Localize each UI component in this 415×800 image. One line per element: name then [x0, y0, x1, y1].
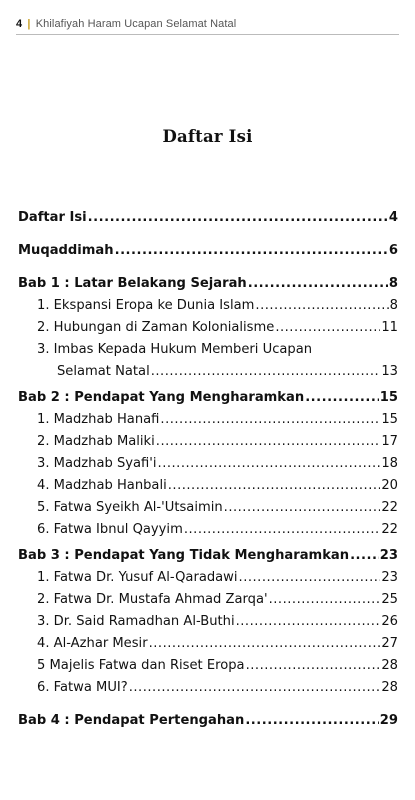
toc-subentry[interactable] [18, 295, 398, 317]
toc-subentry[interactable] [18, 567, 398, 589]
header-separator: | [27, 18, 31, 30]
dot-leader [160, 409, 380, 431]
toc-entry-label: 5 Majelis Fatwa dan Riset Eropa [37, 658, 245, 673]
toc-entry-label: 5. Fatwa Syeikh Al-'Utsaimin [37, 500, 223, 515]
toc-entry-page: 28 [381, 680, 398, 695]
dot-leader [115, 240, 388, 262]
toc-subentry[interactable] [18, 453, 398, 475]
toc-subentry-line1[interactable]: 3. Imbas Kepada Hukum Memberi Ucapan [37, 342, 313, 357]
toc-entry-muqaddimah[interactable] [18, 240, 398, 262]
toc-subentry[interactable] [18, 497, 398, 519]
dot-leader [305, 387, 379, 409]
toc-entry-page: 22 [381, 522, 398, 537]
dot-leader [88, 207, 388, 229]
toc-entry-label: 1. Fatwa Dr. Yusuf Al-Qaradawi [37, 570, 238, 585]
toc-entry-page: 18 [381, 456, 398, 471]
toc-entry-page: 22 [381, 500, 398, 515]
toc-subentry[interactable] [18, 589, 398, 611]
dot-leader [246, 655, 381, 677]
toc-entry-label: 4. Madzhab Hanbali [37, 478, 167, 493]
toc-entry-label: Daftar Isi [18, 210, 87, 225]
toc-subentry[interactable] [18, 361, 398, 383]
toc-entry-label: Bab 2 : Pendapat Yang Mengharamkan [18, 390, 305, 405]
toc-subentry[interactable] [18, 317, 398, 339]
dot-leader [156, 431, 381, 453]
toc-entry-label: Selamat Natal [57, 364, 150, 379]
toc-entry-label: 3. Dr. Said Ramadhan Al-Buthi [37, 614, 235, 629]
toc-subentry[interactable] [18, 409, 398, 431]
dot-leader [275, 317, 380, 339]
toc-entry-page: 23 [379, 548, 398, 563]
toc-entry-label: Bab 1 : Latar Belakang Sejarah [18, 276, 247, 291]
toc-subentry[interactable] [18, 633, 398, 655]
toc-entry-label: 6. Fatwa MUI? [37, 680, 128, 695]
header-book-title: Khilafiyah Haram Ucapan Selamat Natal [35, 18, 237, 30]
toc-entry-label: 6. Fatwa Ibnul Qayyim [37, 522, 183, 537]
toc-subentry[interactable] [18, 431, 398, 453]
dot-leader [269, 589, 381, 611]
toc-entry-page: 8 [389, 298, 398, 313]
toc-entry-daftar-isi[interactable] [18, 207, 398, 229]
dot-leader [184, 519, 381, 541]
table-of-contents [18, 207, 398, 732]
dot-leader [236, 611, 381, 633]
dot-leader [168, 475, 381, 497]
toc-entry-page: 4 [388, 210, 398, 225]
toc-entry-label: 1. Madzhab Hanafi [37, 412, 160, 427]
toc-entry-page: 26 [381, 614, 398, 629]
dot-leader [255, 295, 388, 317]
toc-entry-label: 3. Madzhab Syafi'i [37, 456, 157, 471]
toc-entry-page: 8 [388, 276, 398, 291]
dot-leader [350, 545, 379, 567]
dot-leader [239, 567, 381, 589]
toc-entry-page: 25 [381, 592, 398, 607]
toc-entry-bab-1[interactable] [18, 273, 398, 295]
toc-subentry[interactable] [18, 611, 398, 633]
toc-entry-label: Bab 4 : Pendapat Pertengahan [18, 713, 245, 728]
toc-entry-page: 17 [381, 434, 398, 449]
toc-subentry[interactable] [18, 475, 398, 497]
dot-leader [129, 677, 381, 699]
toc-entry-page: 27 [381, 636, 398, 651]
header-page-number: 4 [16, 18, 23, 30]
toc-entry-page: 15 [381, 412, 398, 427]
running-header [16, 18, 236, 30]
page-title: Daftar Isi [162, 127, 253, 146]
toc-entry-label: 2. Hubungan di Zaman Kolonialisme [37, 320, 275, 335]
header-rule [16, 34, 399, 35]
toc-entry-page: 29 [379, 713, 398, 728]
toc-entry-label: 4. Al-Azhar Mesir [37, 636, 148, 651]
dot-leader [248, 273, 388, 295]
toc-entry-label: Bab 3 : Pendapat Yang Tidak Mengharamkan [18, 548, 350, 563]
toc-entry-page: 20 [381, 478, 398, 493]
toc-entry-label: 2. Madzhab Maliki [37, 434, 155, 449]
toc-entry-page: 28 [381, 658, 398, 673]
toc-entry-label: 2. Fatwa Dr. Mustafa Ahmad Zarqa' [37, 592, 268, 607]
toc-entry-label: 1. Ekspansi Eropa ke Dunia Islam [37, 298, 255, 313]
toc-subentry[interactable] [18, 519, 398, 541]
toc-subentry[interactable] [18, 677, 398, 699]
toc-entry-page: 13 [381, 364, 398, 379]
dot-leader [151, 361, 381, 383]
toc-entry-bab-3[interactable] [18, 545, 398, 567]
toc-subentry[interactable] [18, 655, 398, 677]
dot-leader [224, 497, 381, 519]
toc-entry-page: 11 [381, 320, 398, 335]
toc-entry-bab-2[interactable] [18, 387, 398, 409]
dot-leader [245, 710, 378, 732]
toc-entry-page: 15 [379, 390, 398, 405]
dot-leader [158, 453, 381, 475]
toc-entry-bab-4[interactable] [18, 710, 398, 732]
toc-entry-label: Muqaddimah [18, 243, 114, 258]
dot-leader [149, 633, 381, 655]
toc-entry-page: 23 [381, 570, 398, 585]
toc-entry-page: 6 [388, 243, 398, 258]
